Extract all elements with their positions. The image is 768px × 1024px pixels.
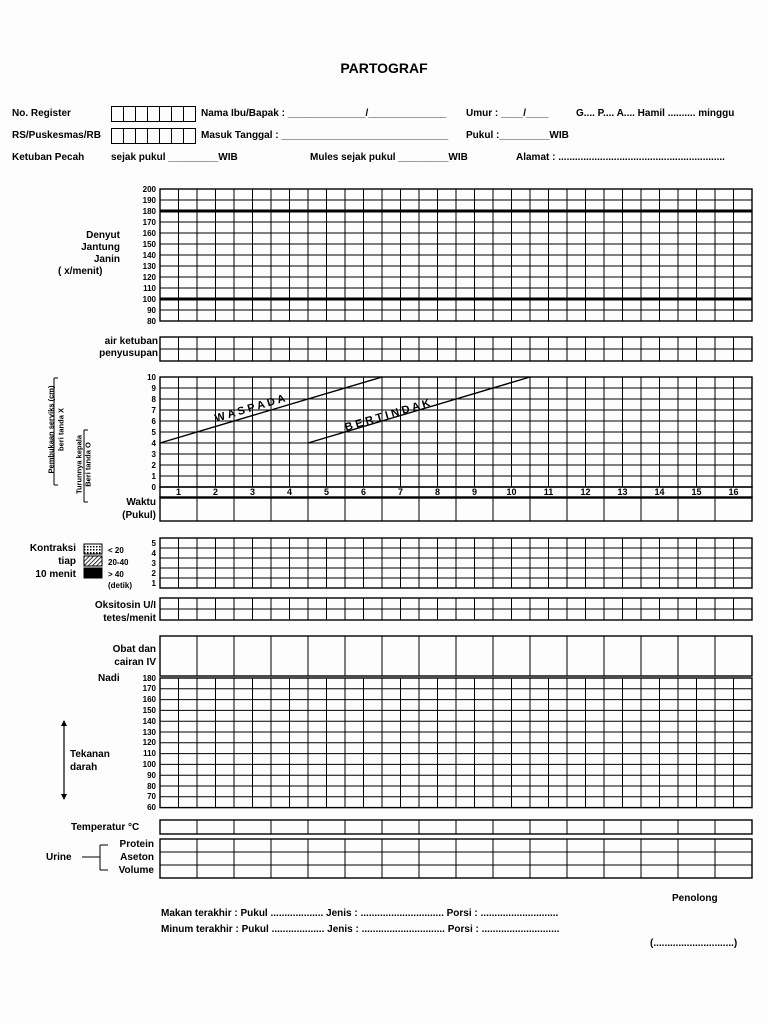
masuk-tanggal-field[interactable]: Masuk Tanggal : ______________________________ xyxy=(201,130,449,141)
pembukaan-serviks-label: Pembukaan serviks (cm) xyxy=(46,385,56,474)
pukul-label: (Pukul) xyxy=(122,510,156,521)
tetes-label: tetes/menit xyxy=(103,613,156,624)
legend-20-40: 20-40 xyxy=(108,558,129,567)
hour-label: 7 xyxy=(397,487,403,497)
cervix-tick: 8 xyxy=(151,394,156,404)
hour-label: 4 xyxy=(286,487,292,497)
djj-tick: 120 xyxy=(142,272,156,282)
djj-label-2: Jantung xyxy=(81,242,120,253)
hour-label: 16 xyxy=(728,487,739,497)
djj-tick: 110 xyxy=(143,283,156,293)
nadi-tick: 60 xyxy=(147,803,156,813)
sejak-pukul-field[interactable]: sejak pukul _________WIB xyxy=(111,152,238,163)
nadi-tick: 170 xyxy=(142,684,156,694)
kontraksi-tick: 5 xyxy=(151,538,156,548)
bertindak-text: B E R T I N D A K xyxy=(343,397,432,434)
cervix-tick: 4 xyxy=(151,438,156,448)
minum-terakhir-field[interactable]: Minum terakhir : Pukul ................... Jenis : .............................. Porsi : ............................ xyxy=(161,924,560,935)
pukul-field[interactable]: Pukul :_________WIB xyxy=(466,130,569,141)
legend-hatch-swatch xyxy=(84,556,102,566)
cervix-tick: 9 xyxy=(151,383,156,393)
waktu-label: Waktu xyxy=(126,497,156,508)
hour-label: 10 xyxy=(506,487,517,497)
cervix-tick: 10 xyxy=(147,372,156,382)
no-register-label: No. Register xyxy=(12,108,71,119)
rs-label: RS/Puskesmas/RB xyxy=(12,130,101,141)
nadi-tick: 140 xyxy=(142,716,156,726)
djj-label-3: Janin xyxy=(93,254,120,265)
kontraksi-label: Kontraksi xyxy=(29,543,76,554)
nadi-tick: 100 xyxy=(142,759,156,769)
nadi-tick: 130 xyxy=(142,727,156,737)
makan-terakhir-field[interactable]: Makan terakhir : Pukul ................... Jenis : .............................. Porsi : ............................ xyxy=(161,908,559,919)
legend-solid-swatch xyxy=(84,568,102,578)
cervix-tick: 0 xyxy=(151,482,156,492)
legend-gt40: > 40 xyxy=(108,570,124,579)
page-title: PARTOGRAF xyxy=(340,60,428,76)
nadi-tick: 180 xyxy=(142,673,156,683)
urine-protein-label: Protein xyxy=(119,839,154,850)
urine-aseton-label: Aseton xyxy=(120,852,154,863)
kontraksi-tick: 2 xyxy=(151,568,156,578)
tekanan-arrow-down xyxy=(61,794,67,800)
hour-label: 8 xyxy=(434,487,440,497)
cervix-tick: 5 xyxy=(151,427,156,437)
djj-tick: 80 xyxy=(147,316,156,326)
kontraksi-tick: 4 xyxy=(151,548,156,558)
nadi-tick: 110 xyxy=(143,749,156,759)
djj-tick: 170 xyxy=(142,217,156,227)
djj-label-1: Denyut xyxy=(86,230,120,241)
beri-tanda-x-label: beri tanda X xyxy=(56,408,66,451)
nadi-tick: 120 xyxy=(142,738,156,748)
djj-tick: 200 xyxy=(142,184,156,194)
hour-label: 14 xyxy=(654,487,665,497)
hour-label: 13 xyxy=(617,487,628,497)
hour-label: 15 xyxy=(691,487,702,497)
turunnya-kepala-label: Turunnya kepala xyxy=(74,434,84,495)
penolong-signature-field[interactable]: (.............................) xyxy=(650,938,738,949)
djj-tick: 90 xyxy=(147,305,156,315)
djj-tick: 100 xyxy=(142,294,156,304)
legend-lt20: < 20 xyxy=(108,546,124,555)
kontraksi-tick: 3 xyxy=(151,558,156,568)
djj-label-4: ( x/menit) xyxy=(58,266,103,277)
djj-tick: 150 xyxy=(142,239,156,249)
beri-tanda-o-label: Beri tanda O xyxy=(83,442,93,487)
air-ketuban-label: air ketuban xyxy=(104,336,158,347)
alamat-field[interactable]: Alamat : ............................................................ xyxy=(516,152,725,163)
sepuluh-menit-label: 10 menit xyxy=(35,569,76,580)
hour-label: 11 xyxy=(543,487,554,497)
nadi-tick: 160 xyxy=(142,695,156,705)
legend-dots-swatch xyxy=(84,544,102,554)
darah-label: darah xyxy=(70,762,98,773)
djj-tick: 180 xyxy=(142,206,156,216)
djj-tick: 160 xyxy=(142,228,156,238)
nadi-tick: 150 xyxy=(142,705,156,715)
penolong-label: Penolong xyxy=(672,893,718,904)
kontraksi-tick: 1 xyxy=(151,578,156,588)
nadi-tick: 90 xyxy=(147,770,156,780)
cervix-tick: 3 xyxy=(151,449,156,459)
cervix-tick: 6 xyxy=(151,416,156,426)
cervix-tick: 7 xyxy=(151,405,156,415)
djj-tick: 140 xyxy=(142,250,156,260)
obat-label: Obat dan xyxy=(112,644,156,655)
cervix-tick: 1 xyxy=(151,471,156,481)
tekanan-label: Tekanan xyxy=(70,749,110,760)
hour-label: 6 xyxy=(360,487,366,497)
gpa-field[interactable]: G.... P.... A.... Hamil .......... minggu xyxy=(576,108,735,119)
penyusupan-label: penyusupan xyxy=(99,348,158,359)
tekanan-arrow-up xyxy=(61,720,67,726)
hour-label: 1 xyxy=(175,487,181,497)
waspada-text: W A S P A D A xyxy=(213,392,287,425)
hour-label: 2 xyxy=(212,487,218,497)
ketuban-pecah-label: Ketuban Pecah xyxy=(12,152,85,163)
cairan-label: cairan IV xyxy=(114,657,156,668)
nadi-tick: 80 xyxy=(147,781,156,791)
nadi-label: Nadi xyxy=(98,673,120,684)
nadi-tick: 70 xyxy=(147,792,156,802)
legend-detik: (detik) xyxy=(108,581,132,590)
hour-label: 9 xyxy=(471,487,477,497)
tiap-label: tiap xyxy=(58,556,76,567)
urine-label: Urine xyxy=(46,852,72,863)
mules-field[interactable]: Mules sejak pukul _________WIB xyxy=(310,152,468,163)
temperatur-label: Temperatur °C xyxy=(71,822,140,833)
nama-ibu-field[interactable]: Nama Ibu/Bapak : ______________/______________ xyxy=(201,108,447,119)
urine-volume-label: Volume xyxy=(118,865,154,876)
djj-tick: 130 xyxy=(142,261,156,271)
djj-tick: 190 xyxy=(142,195,156,205)
umur-field[interactable]: Umur : ____/____ xyxy=(466,108,549,119)
cervix-tick: 2 xyxy=(151,460,156,470)
hour-label: 3 xyxy=(249,487,255,497)
oksitosin-label: Oksitosin U/I xyxy=(94,600,156,611)
hour-label: 12 xyxy=(580,487,591,497)
hour-label: 5 xyxy=(323,487,329,497)
